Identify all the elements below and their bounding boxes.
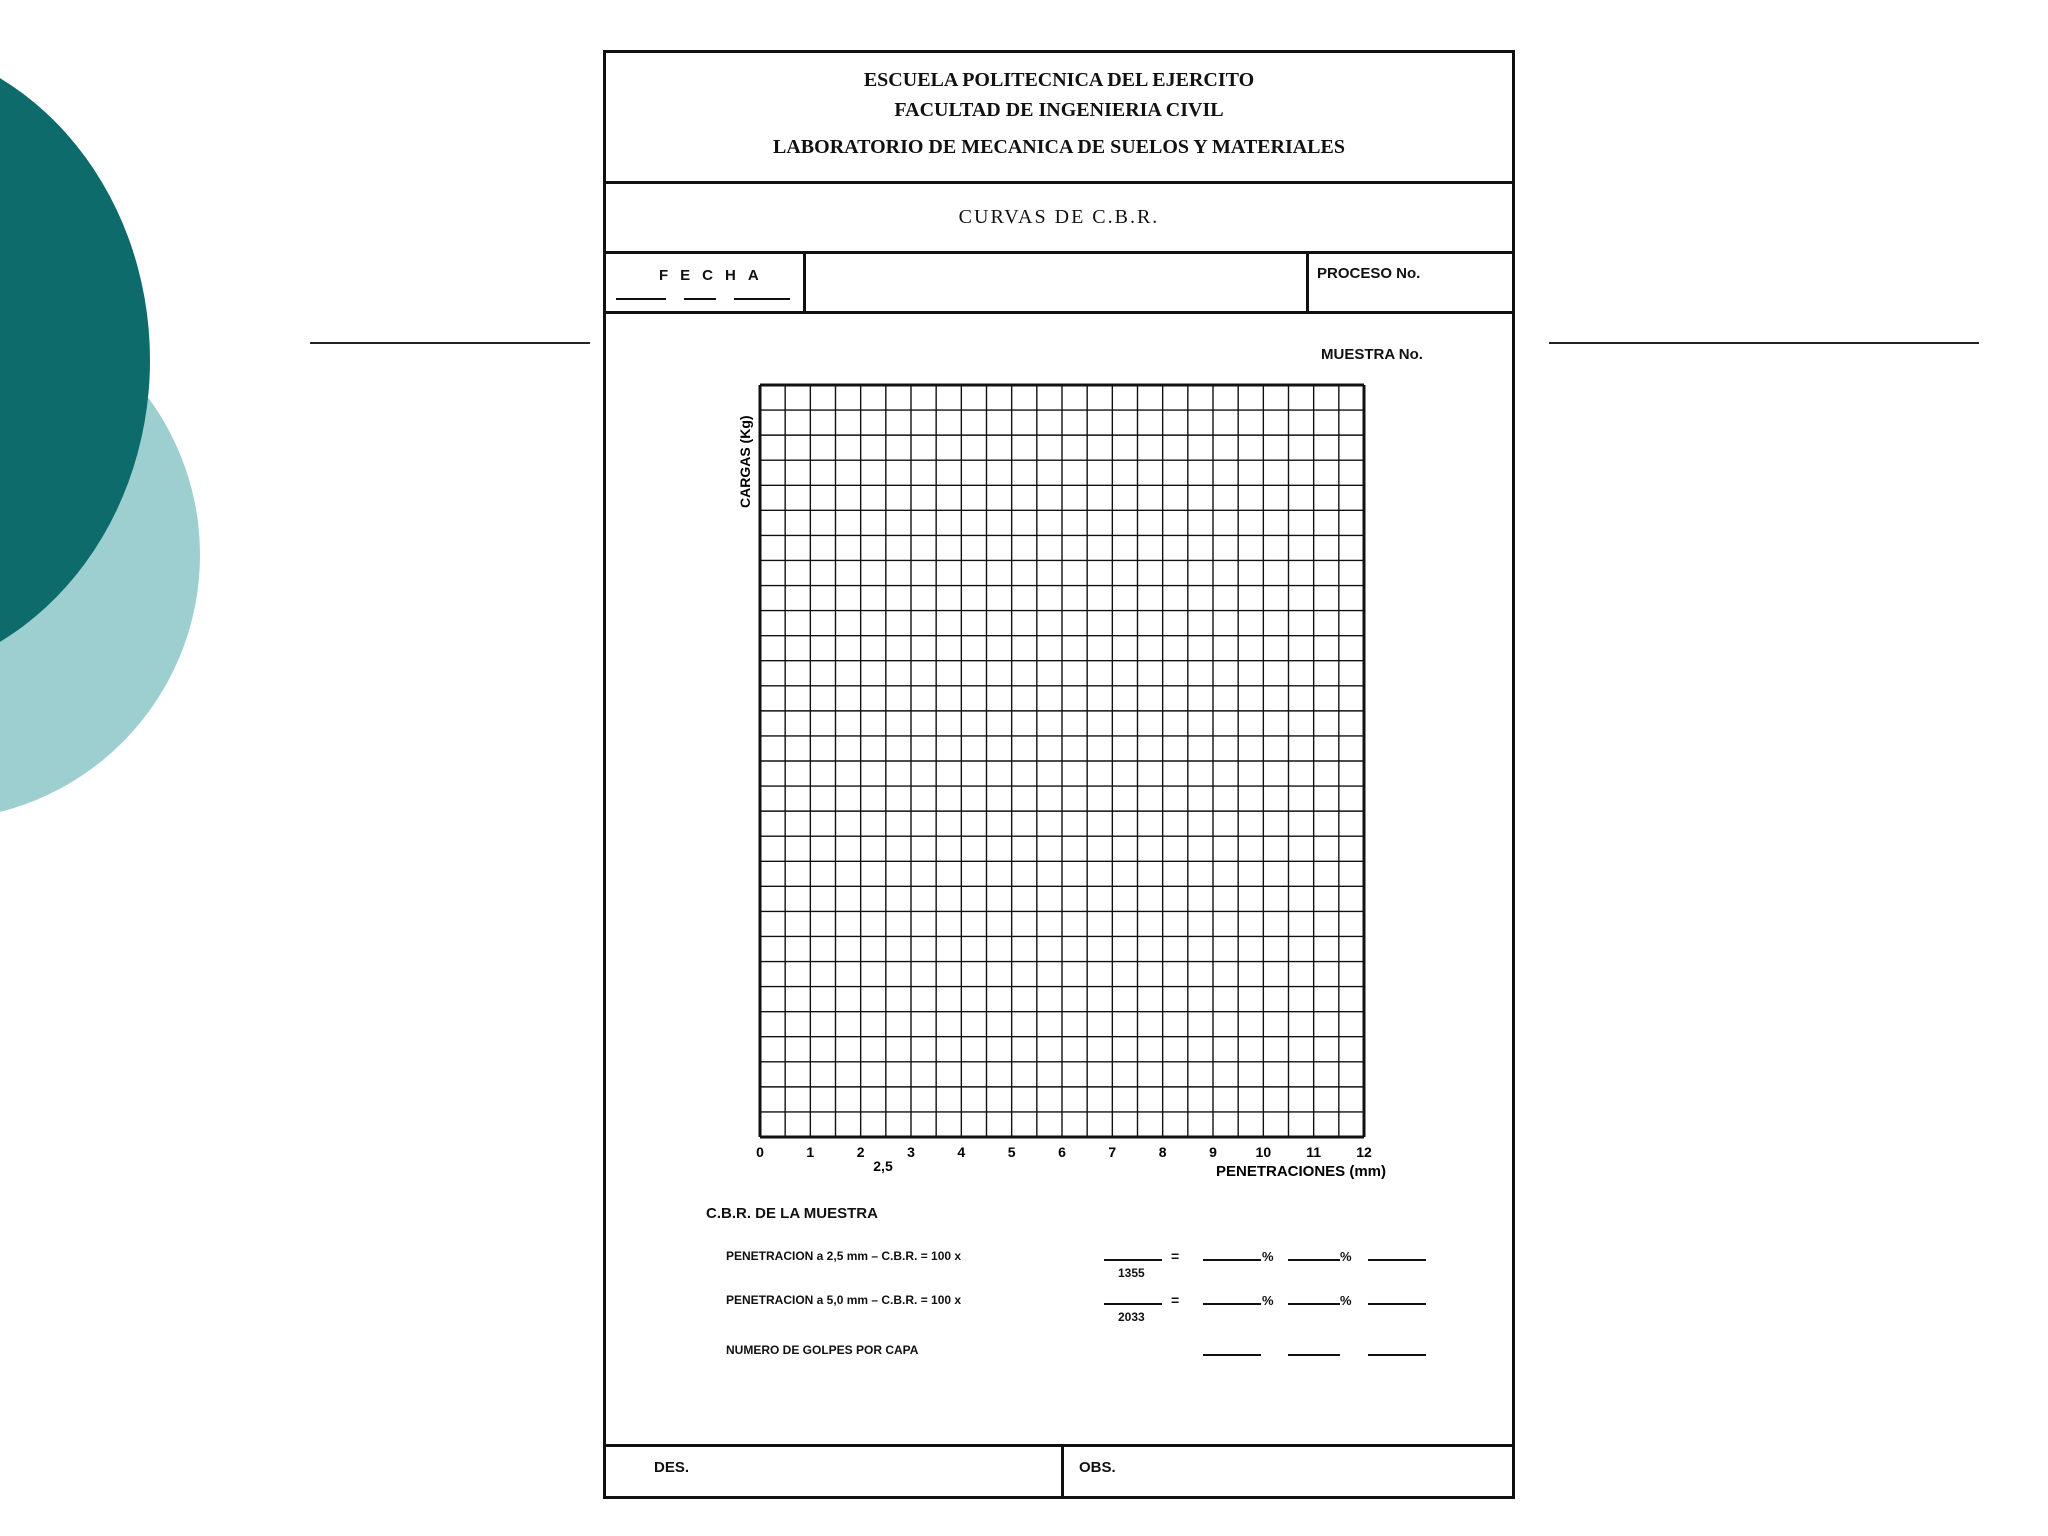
decorative-line-right [1549,342,1979,344]
cbr-row-5-0-label: PENETRACION a 5,0 mm – C.B.R. = 100 x [726,1293,962,1307]
des-field[interactable] [606,1447,1064,1496]
x-axis-tick-label: 8 [1158,1144,1167,1160]
cbr-row-2-5-label: PENETRACION a 2,5 mm – C.B.R. = 100 x [726,1249,962,1263]
form-footer [606,1444,1512,1496]
laboratory-name: LABORATORIO DE MECANICA DE SUELOS Y MATERIALES [773,136,1345,158]
cbr-row-5-0-equals: = [1171,1292,1180,1308]
x-axis-tick-2-5: 2,5 [873,1158,893,1174]
x-axis-ticks [756,1144,1372,1160]
cbr-row-2-5-blank-3[interactable] [1368,1259,1426,1261]
x-axis-label: PENETRACIONES (mm) [1216,1163,1387,1180]
cbr-row-2-5-percent-1: % [1262,1249,1274,1264]
x-axis-tick-label: 9 [1209,1144,1217,1160]
x-axis-tick-label: 6 [1058,1144,1066,1160]
cbr-row-2-5-blank-1[interactable] [1203,1259,1261,1261]
decorative-line-left [310,342,590,344]
x-axis-tick-label: 5 [1007,1144,1016,1160]
cbr-form-sheet [603,50,1515,1499]
date-label: FECHA [659,267,771,284]
sample-number-label: MUESTRA No. [1321,346,1423,363]
cbr-section-title: C.B.R. DE LA MUESTRA [706,1205,878,1222]
faculty-name: FACULTAD DE INGENIERIA CIVIL [894,99,1224,121]
blows-per-layer-blank-2[interactable] [1288,1354,1340,1356]
cbr-row-5-0-numerator-blank[interactable] [1104,1303,1162,1305]
cbr-row-5-0-blank-1[interactable] [1203,1303,1261,1305]
cbr-row-2-5-denominator: 1355 [1118,1266,1145,1280]
blows-per-layer-blank-1[interactable] [1203,1354,1261,1356]
des-label: DES. [654,1459,690,1476]
x-axis-tick-label: 1 [806,1144,815,1160]
blows-per-layer-label: NUMERO DE GOLPES POR CAPA [726,1343,919,1357]
chart-grid [760,385,1364,1137]
form-title: CURVAS DE C.B.R. [958,206,1160,228]
y-axis-label: CARGAS (Kg) [737,415,753,508]
cbr-row-5-0-percent-2: % [1340,1293,1352,1308]
cbr-row-5-0-percent-1: % [1262,1293,1274,1308]
blows-per-layer-blank-3[interactable] [1368,1354,1426,1356]
cbr-row-5-0-denominator: 2033 [1118,1310,1145,1324]
cbr-row-5-0-blank-2[interactable] [1288,1303,1340,1305]
cbr-row-2-5-percent-2: % [1340,1249,1352,1264]
cbr-chart [606,53,1512,1496]
cbr-row-5-0-blank-3[interactable] [1368,1303,1426,1305]
x-axis-tick-label: 0 [756,1144,764,1160]
cbr-row-2-5-equals: = [1171,1248,1180,1264]
x-axis-tick-label: 4 [957,1144,966,1160]
process-number-label: PROCESO No. [1317,265,1421,282]
cbr-row-2-5-blank-2[interactable] [1288,1259,1340,1261]
x-axis-tick-label: 12 [1356,1144,1372,1160]
obs-label: OBS. [1079,1459,1116,1476]
institution-name: ESCUELA POLITECNICA DEL EJERCITO [863,69,1255,91]
x-axis-tick-label: 10 [1255,1144,1272,1160]
x-axis-tick-label: 3 [907,1144,915,1160]
x-axis-tick-label: 11 [1306,1144,1322,1160]
cbr-row-2-5-numerator-blank[interactable] [1104,1259,1162,1261]
x-axis-tick-label: 7 [1108,1144,1117,1160]
x-axis-tick-label: 2 [856,1144,865,1160]
